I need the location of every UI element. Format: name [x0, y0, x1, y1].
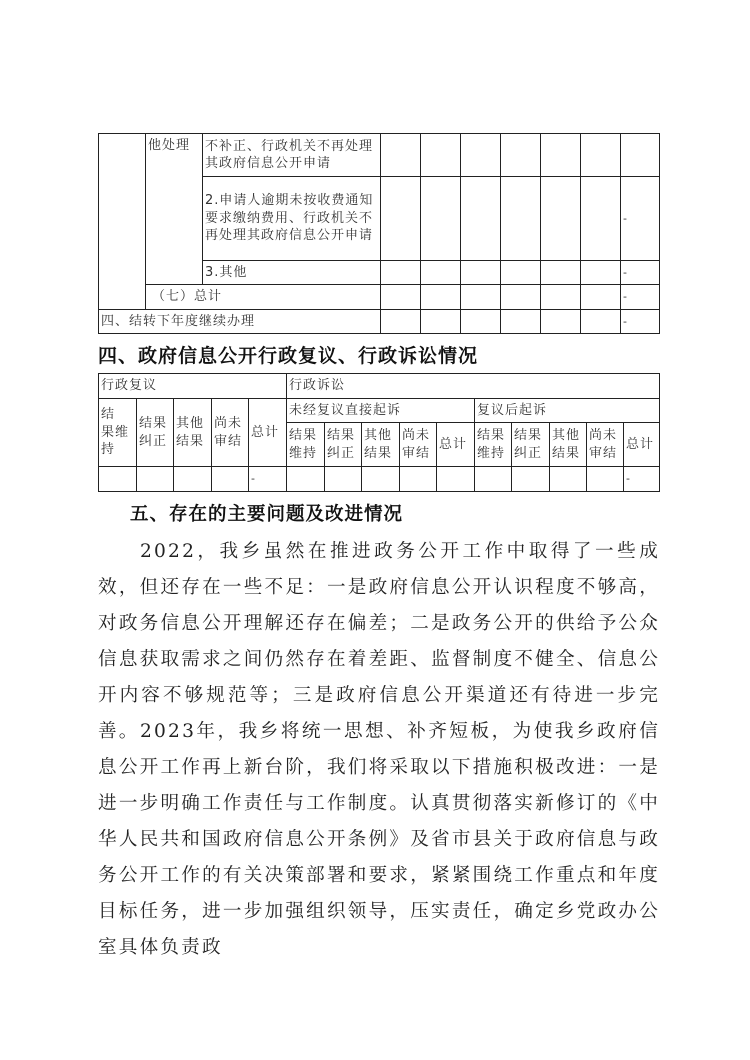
col-header: 总计: [249, 399, 287, 467]
col-header: 尚未审结: [587, 423, 624, 467]
value-cell: [381, 177, 421, 261]
value-cell: [475, 467, 512, 492]
value-cell: [501, 285, 541, 310]
col-header: 结果纠正: [325, 423, 362, 467]
litigation-header: 行政诉讼: [287, 374, 660, 399]
value-cell: [400, 467, 437, 492]
value-cell: [581, 134, 621, 177]
item-label: 3.其他: [203, 261, 381, 285]
col-header: 结 果维持: [99, 399, 137, 467]
value-cell: [421, 310, 461, 334]
col-header: 其他结果: [174, 399, 212, 467]
table-header-row: [99, 399, 660, 423]
col-header: 结果维持: [287, 423, 325, 467]
col-header: 结果纠正: [137, 399, 174, 467]
value-cell: [381, 310, 421, 334]
value-cell: [541, 261, 581, 285]
item-label: （七）总计: [146, 285, 381, 310]
value-cell: [421, 285, 461, 310]
section4-heading: 四、政府信息公开行政复议、行政诉讼情况: [98, 345, 479, 367]
col-header: 尚未审结: [400, 423, 437, 467]
col-header: 结果维持: [475, 423, 512, 467]
after-review-header: 复议后起诉: [475, 399, 660, 423]
value-cell: [541, 285, 581, 310]
value-cell: [541, 177, 581, 261]
disposal-table: [98, 133, 660, 334]
value-cell: [581, 177, 621, 261]
value-cell: [501, 177, 541, 261]
value-cell: [541, 310, 581, 334]
value-cell: [325, 467, 362, 492]
col-header: 总计: [624, 423, 660, 467]
value-cell: [581, 310, 621, 334]
value-cell: [421, 261, 461, 285]
item-label: 2.申请人逾期未按收费通知要求缴纳费用、行政机关不再处理其政府信息公开申请: [203, 177, 381, 261]
col-header: 其他结果: [362, 423, 400, 467]
value-cell: [437, 467, 475, 492]
total-cell: -: [621, 261, 660, 285]
table-row: [99, 134, 660, 177]
item-label: 不补正、行政机关不再处理其政府信息公开申请: [203, 134, 381, 177]
value-cell: [99, 467, 137, 492]
col-header: 结果纠正: [512, 423, 550, 467]
direct-suit-header: 未经复议直接起诉: [287, 399, 475, 423]
value-cell: [212, 467, 249, 492]
value-cell: [501, 261, 541, 285]
value-cell: [421, 134, 461, 177]
value-cell: [174, 467, 212, 492]
value-cell: [421, 177, 461, 261]
paragraph: 2022，我乡虽然在推进政务公开工作中取得了一些成效，但还存在一些不足：一是政府信息公开认识程度不够高，对政务信息公开理解还存在偏差；二是政务公开的供给予公众信息获取需求之间仍然存在着差距、监督制度不健全、信息公开内容不够规范等；三是政府信息公开渠道还有待进一步完善。: [98, 541, 660, 742]
value-cell: [501, 134, 541, 177]
value-cell: [287, 467, 325, 492]
value-cell: [381, 285, 421, 310]
value-cell: [381, 261, 421, 285]
value-cell: [550, 467, 587, 492]
value-cell: [137, 467, 174, 492]
value-cell: [381, 134, 421, 177]
review-litigation-table: [98, 373, 660, 492]
group-label: 他处理: [146, 134, 203, 285]
total-cell: -: [621, 310, 660, 334]
value-cell: -: [249, 467, 287, 492]
value-cell: [541, 134, 581, 177]
total-cell: [621, 134, 660, 177]
value-cell: [501, 310, 541, 334]
value-cell: [461, 285, 501, 310]
value-cell: [581, 261, 621, 285]
value-cell: [461, 134, 501, 177]
total-cell: -: [621, 285, 660, 310]
value-cell: [581, 285, 621, 310]
review-header: 行政复议: [99, 374, 287, 399]
col-header: 其他结果: [550, 423, 587, 467]
section5-heading: 五、存在的主要问题及改进情况: [130, 504, 404, 525]
blank-cell: [99, 134, 146, 310]
value-cell: [362, 467, 400, 492]
table-header-row: [99, 374, 660, 399]
table-row: [99, 467, 660, 492]
total-cell: -: [621, 177, 660, 261]
value-cell: [461, 261, 501, 285]
value-cell: [461, 310, 501, 334]
col-header: 尚未审结: [212, 399, 249, 467]
table-row: [99, 285, 660, 310]
value-cell: -: [624, 467, 660, 492]
value-cell: [587, 467, 624, 492]
col-header: 总计: [437, 423, 475, 467]
paragraph: 2023年，我乡将统一思想、补齐短板，为使我乡政府信息公开工作再上新台阶，我们将采取以下措施积极改进：一是进一步明确工作责任与工作制度。认真贯彻落实新修订的《中华人民共和国政府信息公开条例》及省市县关于政府信息与政务公开工作的有关决策部署和要求，紧紧围绕工作重点和年度目标任务，进一步加强组织领导，压实责任，确定乡党政办公室具体负责政: [98, 721, 660, 958]
value-cell: [512, 467, 550, 492]
table-row: [99, 310, 660, 334]
item-label: 四、结转下年度继续办理: [99, 310, 381, 334]
value-cell: [461, 177, 501, 261]
